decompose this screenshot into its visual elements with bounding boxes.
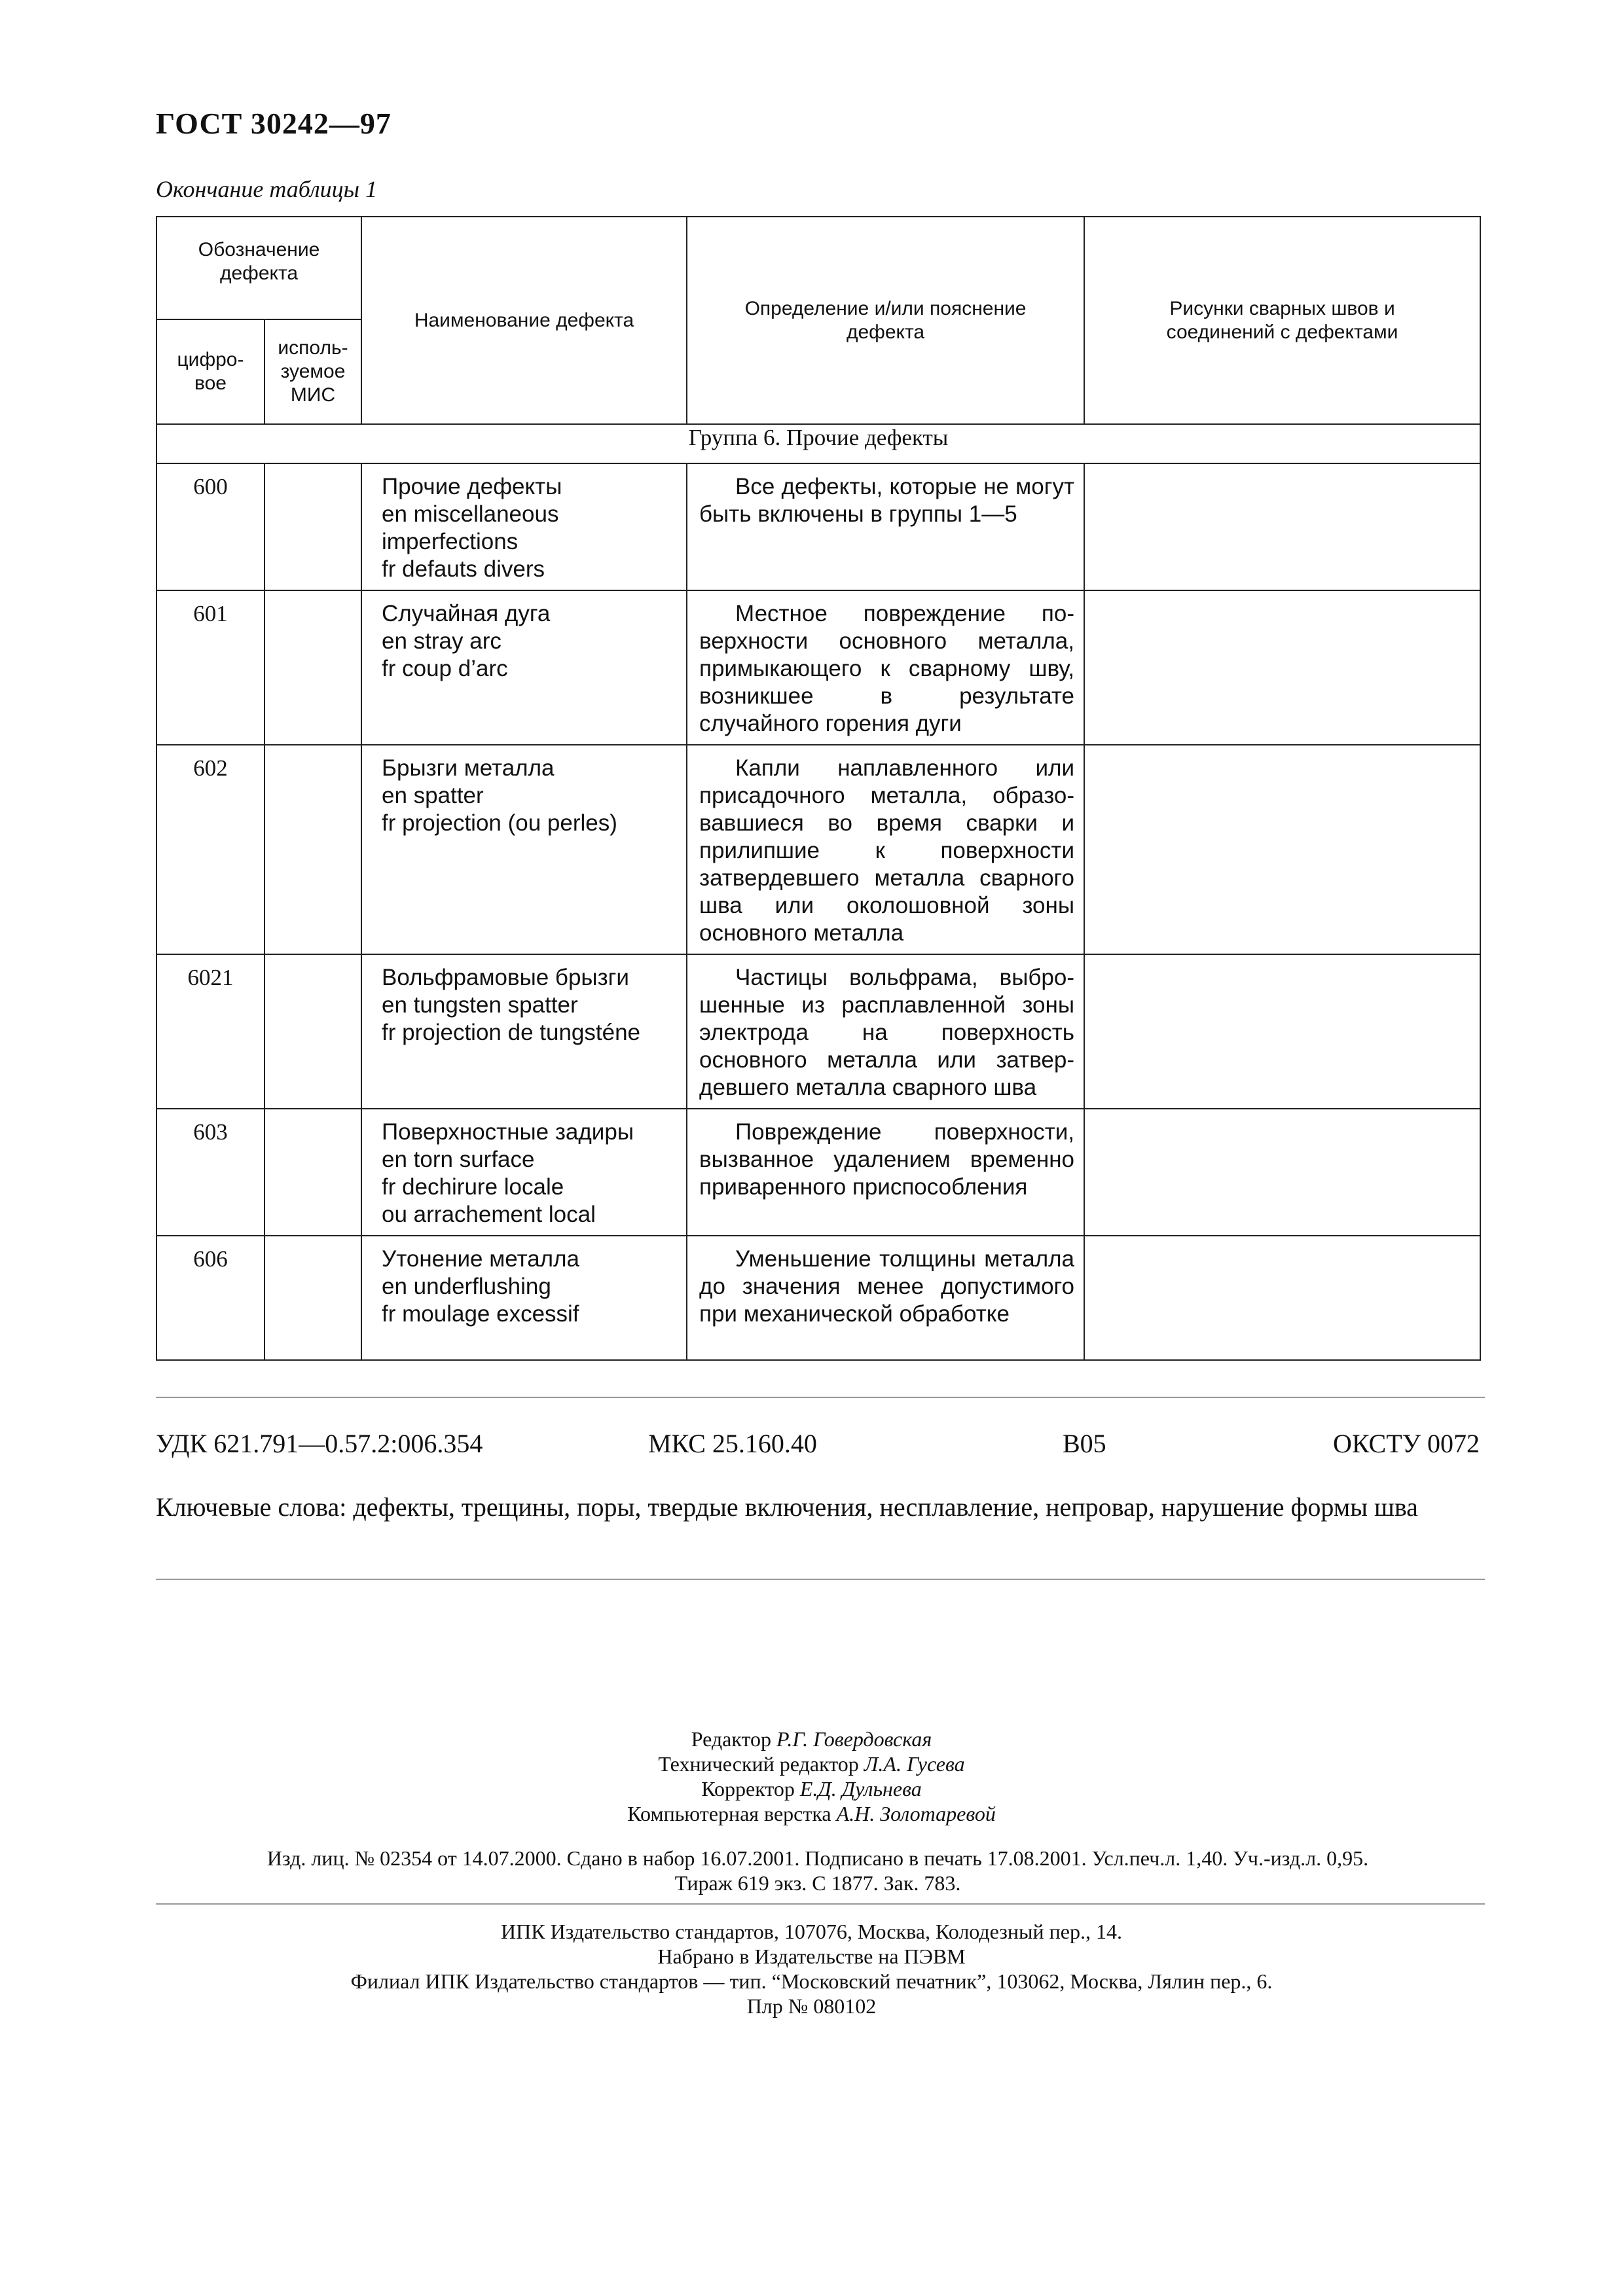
credit-person: Р.Г. Говердовская [776, 1727, 932, 1751]
name-line: en underflushing [382, 1274, 551, 1299]
divider [156, 1397, 1485, 1398]
defect-figure [1084, 590, 1480, 745]
defect-name [361, 1109, 687, 1236]
credit-role: Корректор [701, 1777, 795, 1801]
name-line: Поверхностные задиры [382, 1119, 634, 1145]
credit-person: Е.Д. Дульнева [799, 1777, 922, 1801]
credit-line [0, 1751, 1623, 1776]
defect-definition: Капли наплавленного или присадочного металла, образовавшиеся во время сварки и прилипшие к поверхности затвердевшего металла сварного шва или околошовной зоны основного металла [687, 745, 1084, 954]
table-row [156, 1109, 1480, 1236]
credit-line [0, 1776, 1623, 1801]
name-line: Утонение металла [382, 1246, 579, 1272]
defect-name [361, 463, 687, 590]
print-info-line: Изд. лиц. № 02354 от 14.07.2000. Сдано в набор 16.07.2001. Подписано в печать 17.08.2001. Усл.печ.л. 1,40. Уч.-изд.л. 0,95. [266, 1846, 1369, 1870]
table-caption: Окончание таблицы 1 [156, 176, 378, 202]
table-row [156, 745, 1480, 954]
defect-code: 606 [156, 1236, 264, 1360]
name-line: Прочие дефекты [382, 474, 562, 499]
credit-line [0, 1801, 1623, 1826]
defect-figure [1084, 954, 1480, 1109]
header-numeric: цифро-вое [156, 319, 264, 424]
name-line: en miscellaneous [382, 501, 559, 527]
defect-figure [1084, 745, 1480, 954]
name-line: Случайная дуга [382, 601, 551, 626]
name-line: fr moulage excessif [382, 1301, 579, 1327]
credit-line [0, 1727, 1623, 1751]
defect-figure [1084, 463, 1480, 590]
iiw-code [264, 1109, 361, 1236]
name-line: fr defauts divers [382, 556, 545, 582]
credit-role: Редактор [691, 1727, 772, 1751]
table-row [156, 1236, 1480, 1360]
name-line: en tungsten spatter [382, 992, 578, 1018]
credit-role: Технический редактор [658, 1752, 859, 1776]
standard-title: ГОСТ 30242—97 [156, 107, 392, 140]
defect-code: 601 [156, 590, 264, 745]
name-line: en spatter [382, 783, 484, 808]
name-line: en stray arc [382, 628, 501, 654]
keywords: Ключевые слова: дефекты, трещины, поры, твердые включения, несплавление, непровар, нарушение формы шва [156, 1492, 1418, 1522]
print-info [156, 1846, 1480, 1895]
credit-person: А.Н. Золотаревой [836, 1802, 996, 1825]
header-definition: Определение и/или пояснение дефекта [687, 217, 1084, 424]
defect-code: 602 [156, 745, 264, 954]
table-row [156, 463, 1480, 590]
name-line: Вольфрамовые брызги [382, 965, 629, 990]
iiw-code [264, 1236, 361, 1360]
credit-role: Компьютерная верстка [627, 1802, 831, 1825]
classification-row [156, 1428, 1480, 1461]
defect-figure [1084, 1236, 1480, 1360]
defect-definition: Частицы вольфрама, выброшенные из расплавленной зоны электрода на поверхность основного металла или затвердевшего металла сварного шва [687, 954, 1084, 1109]
name-line: ou arrachement local [382, 1202, 596, 1227]
name-line: Брызги металла [382, 755, 555, 781]
table-row [156, 590, 1480, 745]
defect-definition: Уменьшение толщины металла до значения менее допустимого при механической обработке [687, 1236, 1084, 1360]
credit-person: Л.А. Гусева [864, 1752, 965, 1776]
name-line: fr dechirure locale [382, 1174, 564, 1200]
iiw-code [264, 745, 361, 954]
group-code: B05 [1063, 1429, 1106, 1458]
group-title: Группа 6. Прочие дефекты [156, 424, 1480, 463]
table-row [156, 954, 1480, 1109]
udk-code: УДК 621.791—0.57.2:006.354 [156, 1429, 483, 1458]
name-line: fr projection (ou perles) [382, 810, 617, 836]
publisher-line: Филиал ИПК Издательство стандартов — тип. “Московский печатник”, 103062, Москва, Лялин пер., 6. [350, 1969, 1273, 1993]
credits [0, 1727, 1623, 1826]
name-line: fr projection de tungsténe [382, 1020, 640, 1045]
iiw-code [264, 463, 361, 590]
divider [156, 1903, 1485, 1905]
defect-code: 600 [156, 463, 264, 590]
publisher-line: Набрано в Издательстве на ПЭВМ [657, 1945, 966, 1968]
defect-code: 6021 [156, 954, 264, 1109]
defect-name [361, 1236, 687, 1360]
header-figures: Рисунки сварных швов и соединений с дефектами [1084, 217, 1480, 424]
defect-figure [1084, 1109, 1480, 1236]
publisher-line: ИПК Издательство стандартов, 107076, Москва, Колодезный пер., 14. [501, 1920, 1122, 1943]
header-designation: Обозначение дефекта [156, 217, 361, 319]
iiw-code [264, 954, 361, 1109]
defect-code: 603 [156, 1109, 264, 1236]
name-line: fr coup d’arc [382, 656, 508, 681]
defect-definition: Местное повреждение поверхности основного металла, примыкающего к сварному шву, возникшее в результате случайного горения дуги [687, 590, 1084, 745]
iiw-code [264, 590, 361, 745]
defect-definition: Все дефекты, которые не могут быть включены в группы 1—5 [687, 463, 1084, 590]
defect-name [361, 954, 687, 1109]
name-line: imperfections [382, 529, 519, 554]
mks-code: МКС 25.160.40 [648, 1429, 817, 1458]
defect-name [361, 745, 687, 954]
okstu-code: ОКСТУ 0072 [1332, 1429, 1480, 1458]
defect-name [361, 590, 687, 745]
publisher-line: Плр № 080102 [746, 1994, 877, 2018]
defect-definition: Повреждение поверхности, вызванное удалением временно приваренного приспособления [687, 1109, 1084, 1236]
header-name: Наименование дефекта [361, 217, 687, 424]
header-iiw: исполь-зуемое МИС [264, 319, 361, 424]
defects-table [156, 216, 1481, 1361]
name-line: en torn surface [382, 1147, 535, 1172]
divider [156, 1579, 1485, 1580]
print-info-line: Тираж 619 экз. С 1877. Зак. 783. [674, 1871, 961, 1895]
publisher-info [0, 1919, 1623, 2018]
